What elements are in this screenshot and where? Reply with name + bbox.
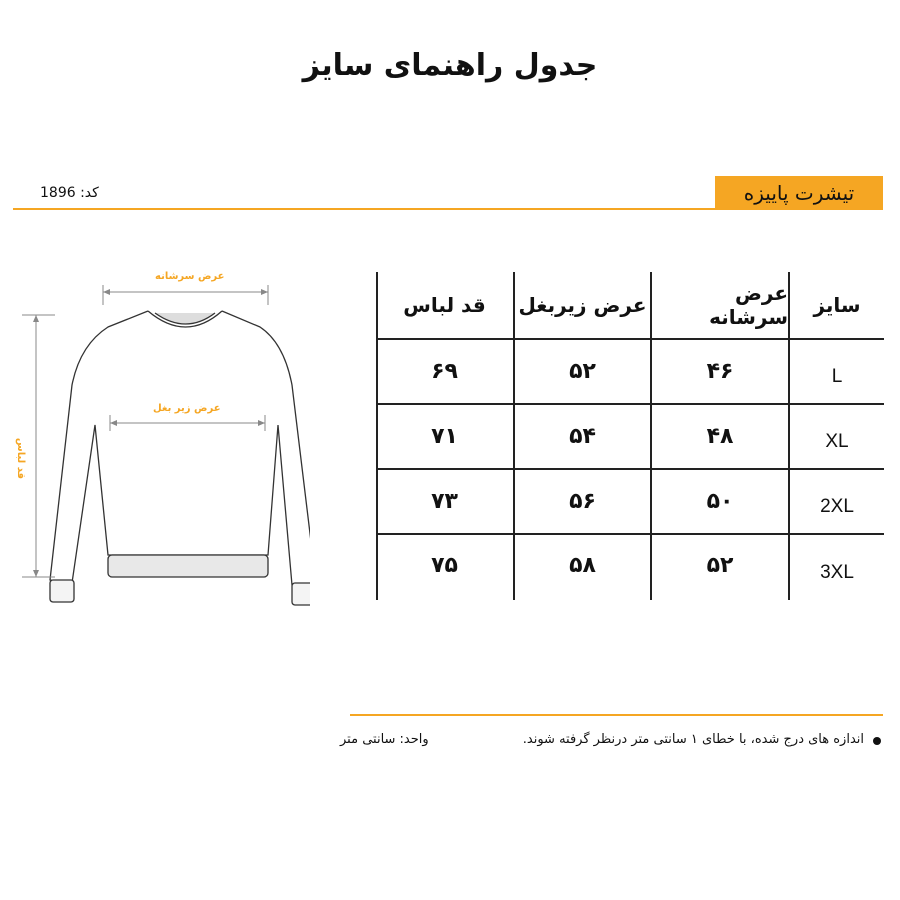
table-row-size: XL	[825, 430, 849, 452]
header-shoulder: عرض سرشانه	[709, 281, 788, 329]
size-table	[376, 272, 884, 600]
chest-measure-label: عرض زیر بغل	[153, 403, 221, 414]
bullet-icon	[873, 737, 881, 745]
table-row-shoulder: ۴۶	[706, 359, 734, 384]
product-code: کد: 1896	[40, 185, 99, 201]
table-row-shoulder: ۴۸	[706, 424, 734, 449]
unit-note: واحد: سانتی متر	[340, 732, 429, 747]
table-row-length: ۷۱	[431, 424, 458, 449]
table-row-chest: ۵۴	[569, 424, 596, 449]
page-title: جدول راهنمای سایز	[302, 48, 598, 83]
sweater-illustration	[10, 265, 310, 610]
table-row-chest: ۵۸	[569, 552, 596, 578]
table-row-chest: ۵۲	[569, 359, 596, 384]
table-row-length: ۷۳	[431, 489, 458, 514]
table-row-length: ۶۹	[431, 359, 458, 384]
length-measure-label: قد لباس	[15, 437, 27, 480]
shoulder-measure-label: عرض سرشانه	[155, 271, 225, 282]
table-row-shoulder: ۵۲	[706, 552, 734, 578]
table-row-shoulder: ۵۰	[706, 489, 734, 514]
footer-divider	[350, 714, 883, 716]
table-row-chest: ۵۶	[569, 489, 596, 514]
table-row-size: 2XL	[820, 495, 854, 517]
product-divider	[13, 208, 883, 210]
table-row-size: L	[831, 365, 843, 387]
table-row-size: 3XL	[820, 561, 854, 583]
header-length: قد لباس	[403, 293, 486, 317]
garment-diagram	[10, 265, 310, 610]
tolerance-note: اندازه های درج شده، با خطای ۱ سانتی متر درنظر گرفته شوند.	[522, 732, 864, 747]
header-chest: عرض زیربغل	[518, 293, 647, 317]
product-name-tab: تیشرت پاییزه	[715, 176, 883, 210]
table-row-length: ۷۵	[431, 552, 458, 578]
header-size: سایز	[813, 293, 861, 317]
